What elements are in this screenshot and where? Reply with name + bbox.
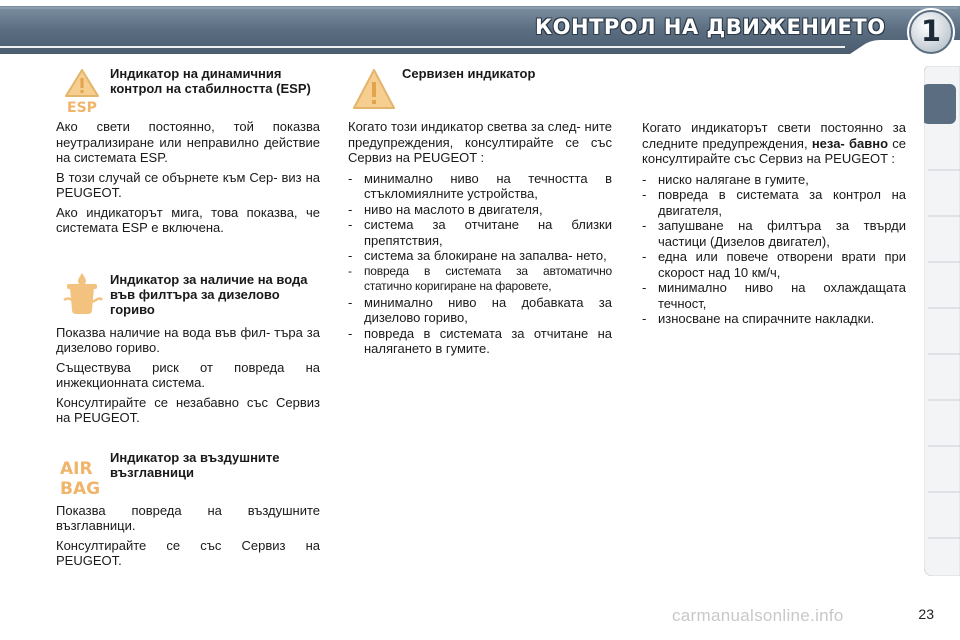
esp-icon-text: ESP	[67, 100, 97, 114]
airbag-icon	[56, 450, 108, 498]
list-item: - една или повече отворени врати при скорост над 10 км/ч,	[642, 249, 906, 280]
esp-title: Индикатор на динамичния контрол на стабилността (ESP)	[110, 66, 311, 96]
list-item: - запушване на филтъра за твърди частици (Дизелов двигател),	[642, 218, 906, 249]
list-item: - система за блокиране на запалва- нето,	[348, 248, 612, 264]
list-item: - минимално ниво на течността в стъкломиялните устройства,	[348, 171, 612, 202]
esp-paragraph: Ако индикаторът мига, това показва, че системата ESP е включена.	[56, 204, 320, 235]
list-item: - минимално ниво на охлаждащата течност,	[642, 280, 906, 311]
water-paragraph: Съществува риск от повреда на инжекционната система.	[56, 359, 320, 390]
chapter-tab-strip	[924, 66, 960, 576]
intro-text: се консултирайте със Сервиз на PEUGEOT :	[642, 135, 907, 166]
intro-text: Когато индикаторът свети постоянно за следните предупреждения,	[642, 120, 906, 151]
active-chapter-tab	[924, 84, 956, 124]
airbag-paragraph: Консултирайте се със Сервиз на PEUGEOT.	[56, 537, 320, 568]
list-item: - ниско налягане в гумите,	[642, 172, 906, 188]
list-item: - износване на спирачните накладки.	[642, 311, 906, 327]
list-item: - повреда в системата за отчитане на налягането в гумите.	[348, 326, 612, 357]
airbag-icon-text: AIR	[60, 458, 93, 479]
esp-paragraph: В този случай се обърнете към Сер- виз на PEUGEOT.	[56, 169, 320, 200]
page-title: КОНТРОЛ НА ДВИЖЕНИЕТО	[535, 15, 886, 39]
esp-paragraph: Ако свети постоянно, той показва неутрализиране или неправилно действие на системата ESP.	[56, 119, 320, 165]
page-header	[0, 0, 960, 64]
airbag-title: Индикатор за въздушните възглавници	[110, 449, 280, 480]
water-paragraph: Консултирайте се незабавно със Сервиз на PEUGEOT.	[56, 394, 320, 425]
watermark: carmanualsonline.info	[672, 606, 844, 625]
list-item: - ниво на маслото в двигателя,	[348, 202, 612, 218]
list-item: - повреда в системата за контрол на двигателя,	[642, 187, 906, 218]
water-paragraph: Показва наличие на вода във фил- търа за дизелово гориво.	[56, 324, 320, 355]
service-title: Сервизен индикатор	[402, 66, 536, 81]
water-in-diesel-icon	[56, 272, 108, 320]
esp-section	[56, 66, 320, 236]
airbag-icon-text: BAG	[60, 478, 101, 498]
service-section	[348, 66, 612, 357]
permanent-warning-intro	[642, 120, 906, 167]
service-intro: Когато този индикатор светва за след- ните предупреждения, консултирайте се със Сервиз на PEUGEOT :	[348, 119, 612, 165]
service-warning-list	[348, 171, 612, 357]
chapter-number-badge: 1	[920, 14, 942, 48]
column-left	[56, 66, 320, 569]
list-item: - повреда в системата за автоматично статично коригиране на фаровете,	[348, 264, 612, 295]
list-item: - минимално ниво на добавката за дизелово гориво,	[348, 295, 612, 326]
intro-emphasis: неза- бавно	[811, 135, 889, 151]
permanent-warning-list	[642, 172, 906, 327]
esp-warning-icon	[56, 66, 108, 114]
list-item: - система за отчитане на близки препятствия,	[348, 217, 612, 248]
column-middle	[348, 66, 612, 357]
service-warning-icon	[348, 66, 400, 114]
airbag-paragraph: Показва повреда на въздушните възглавници.	[56, 502, 320, 533]
water-in-fuel-section	[56, 272, 320, 426]
column-right	[642, 120, 906, 327]
page-number: 23	[918, 606, 934, 622]
airbag-section	[56, 450, 320, 569]
water-in-fuel-title: Индикатор за наличие на вода във филтъра за дизелово гориво	[110, 271, 308, 317]
